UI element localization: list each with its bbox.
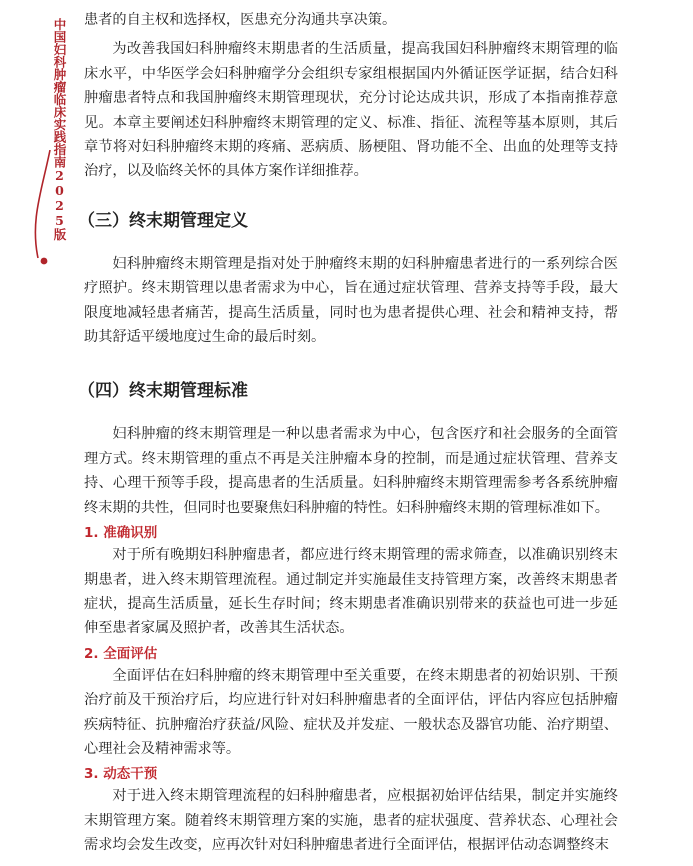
page-body: [78, 8, 618, 858]
paragraph: 患者的自主权和选择权，医患充分沟通共享决策。: [84, 12, 397, 28]
paragraph: 妇科肿瘤终末期管理是指对处于肿瘤终末期的妇科肿瘤患者进行的一系列综合医疗照护。终末期管理以患者需求为中心，旨在通过症状管理、营养支持等手段，最大限度地减轻患者痛苦，提高生活质量，同时也为患者提供心理、社会和精神支持，帮助其舒适平缓地度过生命的最后时刻。: [84, 255, 618, 346]
paragraph: 对于进入终末期管理流程的妇科肿瘤患者，应根据初始评估结果，制定并实施终末期管理方案。随着终末期管理方案的实施，患者的症状强度、营养状态、心理社会需求均会发生改变，应再次针对妇科肿瘤患者进行全面评估，根据评估动态调整终末: [84, 788, 618, 854]
section-heading: （三）终末期管理定义: [78, 210, 248, 231]
paragraph: 为改善我国妇科肿瘤终末期患者的生活质量，提高我国妇科肿瘤终末期管理的临床水平，中华医学会妇科肿瘤学分会组织专家组根据国内外循证医学证据，结合妇科肿瘤患者特点和我国肿瘤终末期管理现状，充分讨论达成共识，形成了本指南推荐意见。本章主要阐述妇科肿瘤终末期管理的定义、标准、指征、流程等基本原则，其后章节将对妇科肿瘤终末期的疼痛、恶病质、肠梗阻、肾功能不全、出血的处理等支持治疗，以及临终关怀的具体方案作详细推荐。: [84, 41, 618, 180]
subsection-heading: 3. 动态干预: [84, 766, 158, 783]
subsection-heading: 2. 全面评估: [84, 645, 158, 662]
margin-ornament: [20, 150, 60, 270]
paragraph: 对于所有晚期妇科肿瘤患者，都应进行终末期管理的需求筛查，以准确识别终末期患者，进入终末期管理流程。通过制定并实施最佳支持管理方案，改善终末期患者症状，提高生活质量，延长生存时间；终末期患者准确识别带来的获益也可进一步延伸至患者家属及照护者，改善其生活状态。: [84, 547, 618, 637]
paragraph: 妇科肿瘤的终末期管理是一种以患者需求为中心，包含医疗和社会服务的全面管理方式。终末期管理的重点不再是关注肿瘤本身的控制，而是通过症状管理、营养支持、心理干预等手段，提高患者的生活质量。妇科肿瘤终末期管理需参考各系统肿瘤终末期的共性，但同时也要聚焦妇科肿瘤的特性。妇科肿瘤终末期的管理标准如下。: [84, 426, 618, 516]
paragraph: 全面评估在妇科肿瘤的终末期管理中至关重要，在终末期患者的初始识别、干预治疗前及干预治疗后，均应进行针对妇科肿瘤患者的全面评估，评估内容应包括肿瘤疾病特征、抗肿瘤治疗获益/风险、症状及并发症、一般状态及器官功能、治疗期望、心理社会及精神需求等。: [84, 667, 618, 757]
running-title: 中国妇科肿瘤临床实践指南2025版: [52, 18, 67, 241]
subsection-heading: 1. 准确识别: [84, 525, 158, 542]
section-heading: （四）终末期管理标准: [78, 381, 248, 402]
